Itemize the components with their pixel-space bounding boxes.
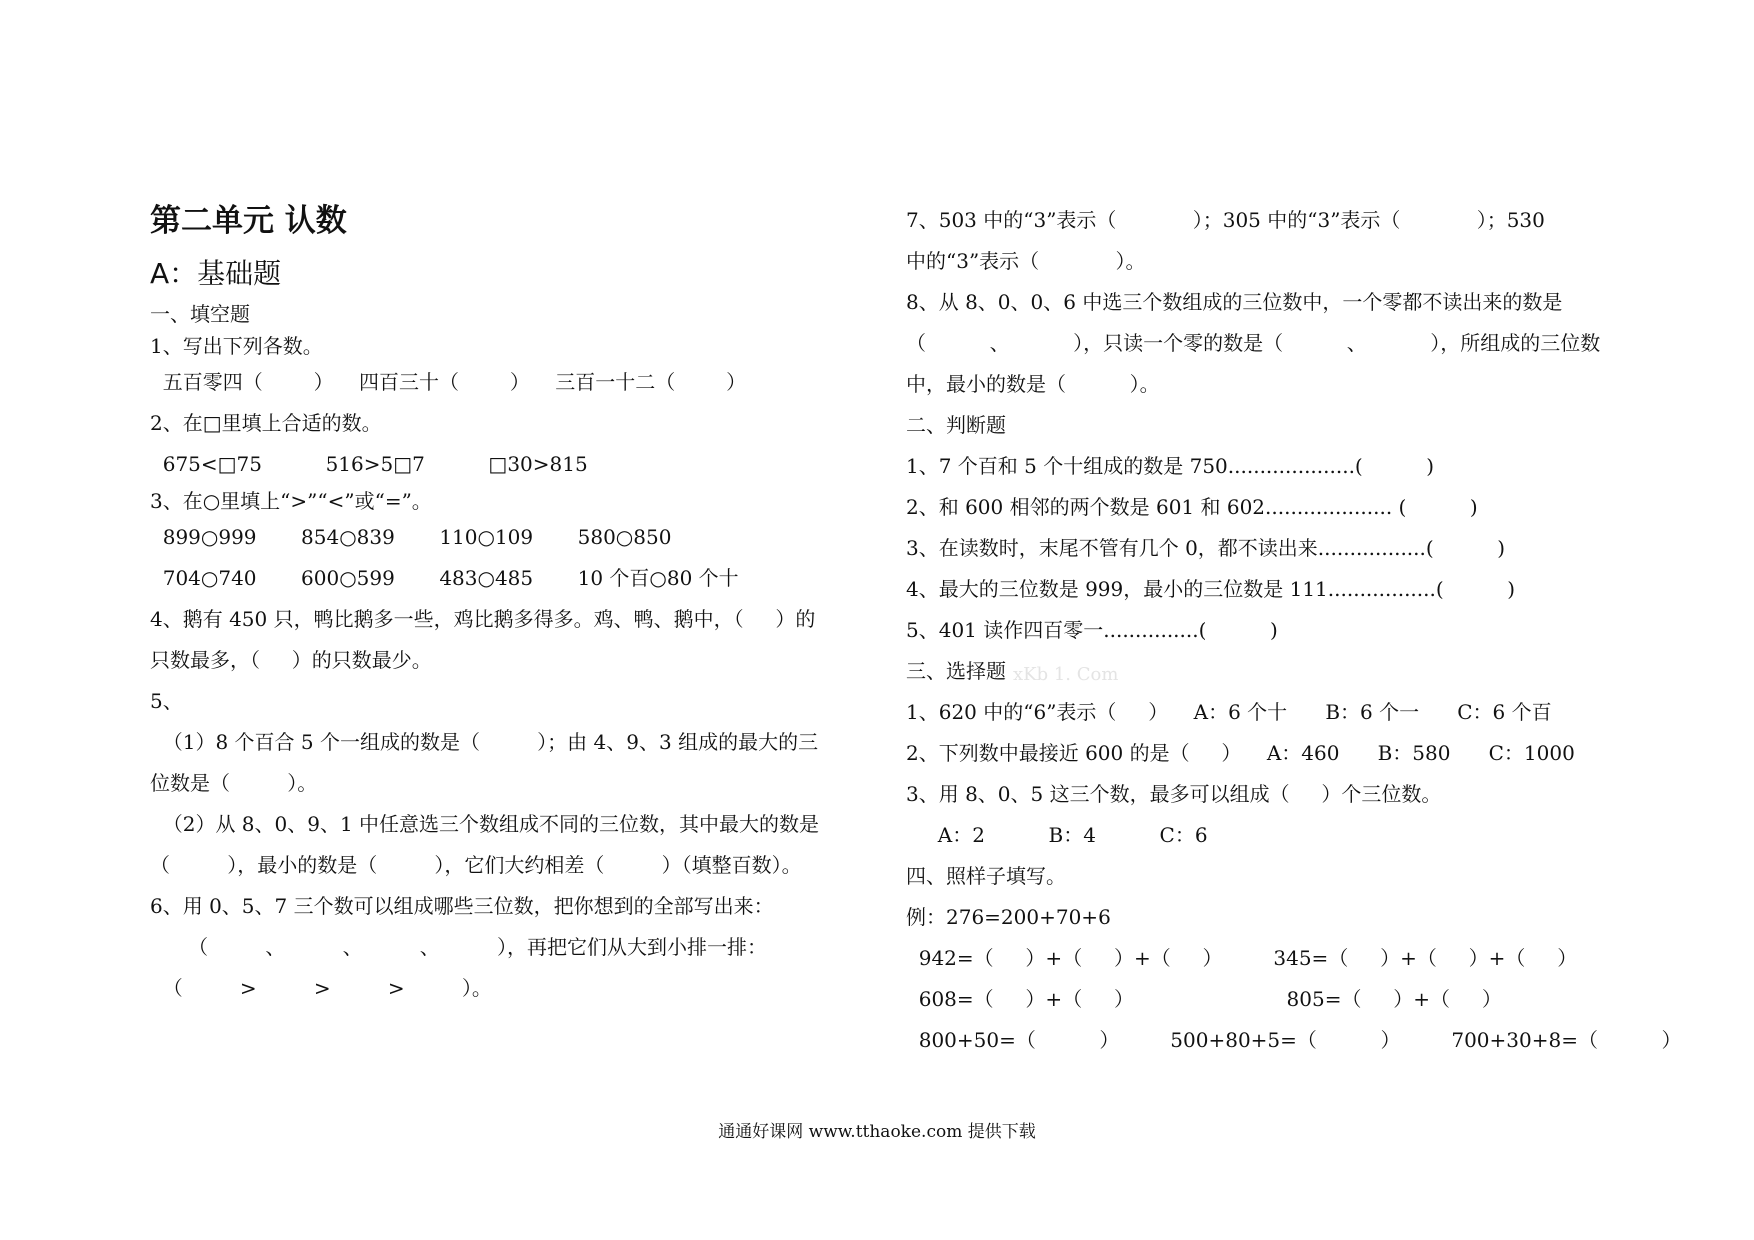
choice-3: 3、用 8、0、5 这三个数，最多可以组成（ ）个三位数。 bbox=[906, 782, 1442, 806]
fill-blank-heading: 一、填空题 bbox=[150, 302, 250, 326]
decompose-row-1: 942=（ ）+（ ）+（ ） 345=（ ）+（ ）+（ ） bbox=[906, 946, 1578, 970]
question-8-cont-2: 中，最小的数是（ ）。 bbox=[906, 372, 1160, 396]
compose-row: 800+50=（ ） 500+80+5=（ ） 700+30+8=（ ） bbox=[906, 1028, 1682, 1052]
question-2-items: 675<□75 516>5□7 □30>815 bbox=[150, 452, 588, 476]
question-5: 5、 bbox=[150, 689, 183, 713]
judgment-4: 4、最大的三位数是 999，最小的三位数是 111.................( ) bbox=[906, 577, 1516, 601]
choice-1: 1、620 中的“6”表示（ ） A：6 个十 B：6 个一 C：6 个百 bbox=[906, 700, 1552, 724]
question-7: 7、503 中的“3”表示（ ）；305 中的“3”表示（ ）；530 bbox=[906, 208, 1545, 232]
footer: 通通好课网 www.tthaoke.com 提供下载 bbox=[718, 1122, 1036, 1142]
question-5-1: （1）8 个百合 5 个一组成的数是（ ）；由 4、9、3 组成的最大的三 bbox=[150, 730, 819, 754]
judgment-heading: 二、判断题 bbox=[906, 413, 1006, 437]
unit-title: 第二单元 认数 bbox=[150, 203, 347, 239]
question-2: 2、在□里填上合适的数。 bbox=[150, 411, 382, 435]
question-6-blanks: （ 、 、 、 ），再把它们从大到小排一排： bbox=[150, 935, 768, 959]
watermark: xKb 1. Com bbox=[1013, 664, 1119, 685]
section-a-heading: A：基础题 bbox=[150, 257, 282, 290]
judgment-5: 5、401 读作四百零一...............( ) bbox=[906, 618, 1278, 642]
question-4: 4、鹅有 450 只，鸭比鹅多一些，鸡比鹅多得多。鸡、鸭、鹅中，（ ）的 bbox=[150, 607, 816, 631]
example: 例：276=200+70+6 bbox=[906, 905, 1111, 929]
question-8: 8、从 8、0、0、6 中选三个数组成的三位数中，一个零都不读出来的数是 bbox=[906, 290, 1563, 314]
question-6: 6、用 0、5、7 三个数可以组成哪些三位数，把你想到的全部写出来： bbox=[150, 894, 774, 918]
question-7-cont: 中的“3”表示（ ）。 bbox=[906, 249, 1146, 273]
question-5-2-cont: （ ），最小的数是（ ），它们大约相差（ ）（填整百数）。 bbox=[150, 853, 802, 877]
question-5-1-cont: 位数是（ ）。 bbox=[150, 771, 318, 795]
question-4-cont: 只数最多，（ ）的只数最少。 bbox=[150, 648, 432, 672]
judgment-1: 1、7 个百和 5 个十组成的数是 750....................( ) bbox=[906, 454, 1435, 478]
judgment-3: 3、在读数时，末尾不管有几个 0，都不读出来.................( ) bbox=[906, 536, 1506, 560]
decompose-row-2: 608=（ ）+（ ） 805=（ ）+（ ） bbox=[906, 987, 1502, 1011]
question-6-order: （ > > > ）。 bbox=[150, 976, 492, 1000]
question-3-row-2: 704○740 600○599 483○485 10 个百○80 个十 bbox=[150, 566, 739, 590]
question-1-items: 五百零四（ ） 四百三十（ ） 三百一十二（ ） bbox=[150, 370, 747, 394]
question-8-cont-1: （ 、 ），只读一个零的数是（ 、 ），所组成的三位数 bbox=[906, 331, 1601, 355]
example-heading: 四、照样子填写。 bbox=[906, 864, 1066, 888]
left-column bbox=[150, 200, 862, 1009]
question-1: 1、写出下列各数。 bbox=[150, 334, 323, 358]
question-3: 3、在○里填上“>”“<”或“=”。 bbox=[150, 489, 432, 513]
choice-3-options: A：2 B：4 C：6 bbox=[906, 823, 1208, 847]
right-column bbox=[906, 200, 1682, 1061]
judgment-2: 2、和 600 相邻的两个数是 601 和 602.................... ( ) bbox=[906, 495, 1478, 519]
choice-2: 2、下列数中最接近 600 的是（ ） A：460 B：580 C：1000 bbox=[906, 741, 1575, 765]
question-5-2: （2）从 8、0、9、1 中任意选三个数组成不同的三位数，其中最大的数是 bbox=[150, 812, 820, 836]
choice-heading: 三、选择题 bbox=[906, 659, 1006, 683]
question-3-row-1: 899○999 854○839 110○109 580○850 bbox=[150, 525, 672, 549]
